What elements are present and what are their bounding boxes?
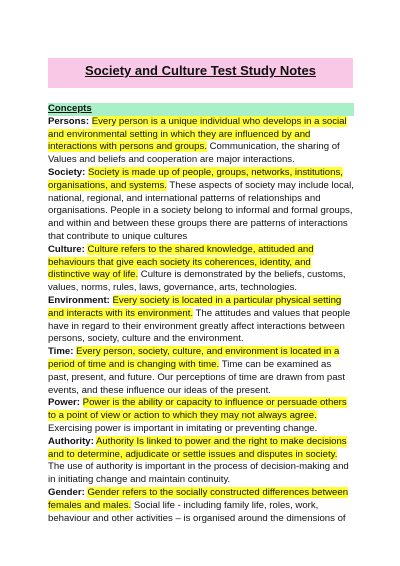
entry-society bbox=[48, 167, 354, 244]
notes-body bbox=[48, 103, 354, 525]
entry-term: Environment: bbox=[48, 294, 110, 306]
entry-authority bbox=[48, 436, 354, 487]
entry-text: The use of authority is important in the process of decision-making and in initiating change and maintain continuity. bbox=[48, 461, 349, 486]
entry-highlight: Every society is located in a particular physical setting and interacts with its environment. bbox=[48, 294, 342, 319]
entry-gender bbox=[48, 487, 354, 525]
entry-culture bbox=[48, 244, 354, 295]
entry-term: Power: bbox=[48, 397, 80, 409]
section-heading: Concepts bbox=[48, 103, 354, 116]
entry-term: Persons: bbox=[48, 115, 90, 127]
entry-environment bbox=[48, 295, 354, 346]
entry-term: Culture: bbox=[48, 243, 85, 255]
entry-term: Gender: bbox=[48, 486, 85, 498]
entry-highlight: Gender refers to the socially constructed differences between females and males. bbox=[48, 486, 349, 511]
entry-highlight: Every person, society, culture, and environment is located in a period of time and is changing with time. bbox=[48, 346, 340, 370]
entry-text: These aspects of society may include local, national, regional, and international patterns of relationships and organisations. People in a society belong to informal and formal groups, and within and between these groups there are patterns of interactions that contribute to unique cultures bbox=[48, 179, 354, 242]
entry-highlight: Culture refers to the shared knowledge, attituded and behaviours that give each society its coherences, identity, and distinctive way of life. bbox=[48, 243, 314, 281]
entry-text: Exercising power is important in imitating or preventing change. bbox=[48, 422, 318, 434]
entry-text: The attitudes and values that people have in regard to their environment greatly affect interactions between persons, society, culture and the environment. bbox=[48, 307, 351, 345]
entry-highlight: Every person is a unique individual who develops in a social and environmental setting in which they are influenced by and interactions with persons and groups. bbox=[48, 115, 347, 153]
page-title: Society and Culture Test Study Notes bbox=[85, 63, 316, 78]
entry-term: Authority: bbox=[48, 435, 94, 447]
entry-text: Culture is demonstrated by the beliefs, customs, values, norms, rules, laws, governance, arts, technologies. bbox=[48, 269, 346, 294]
entry-highlight: Authority Is linked to power and the right to make decisions and to determine, adjudicate or settle issues and disputes in society. bbox=[48, 435, 347, 460]
entry-text: Communication, the sharing of Values and beliefs and cooperation are major interactions. bbox=[48, 141, 340, 166]
entry-text: Time can be examined as past, present, and future. Our perceptions of time are drawn from past events, and these influence our ideas of the present. bbox=[48, 358, 346, 396]
entry-text: Social life - including family life, roles, work, behaviour and other activities – is organised around the dimensions of bbox=[48, 499, 346, 524]
entry-term: Society: bbox=[48, 166, 86, 178]
entry-persons bbox=[48, 116, 354, 167]
entry-term: Time: bbox=[48, 346, 74, 358]
entry-time bbox=[48, 346, 354, 397]
entry-highlight: Society is made up of people, groups, networks, institutions, organisations, and systems. bbox=[48, 166, 343, 191]
entry-power bbox=[48, 397, 354, 435]
entry-highlight: Power is the ability or capacity to influence or persuade others to a point of view or action to which they may not always agree. bbox=[48, 397, 347, 422]
